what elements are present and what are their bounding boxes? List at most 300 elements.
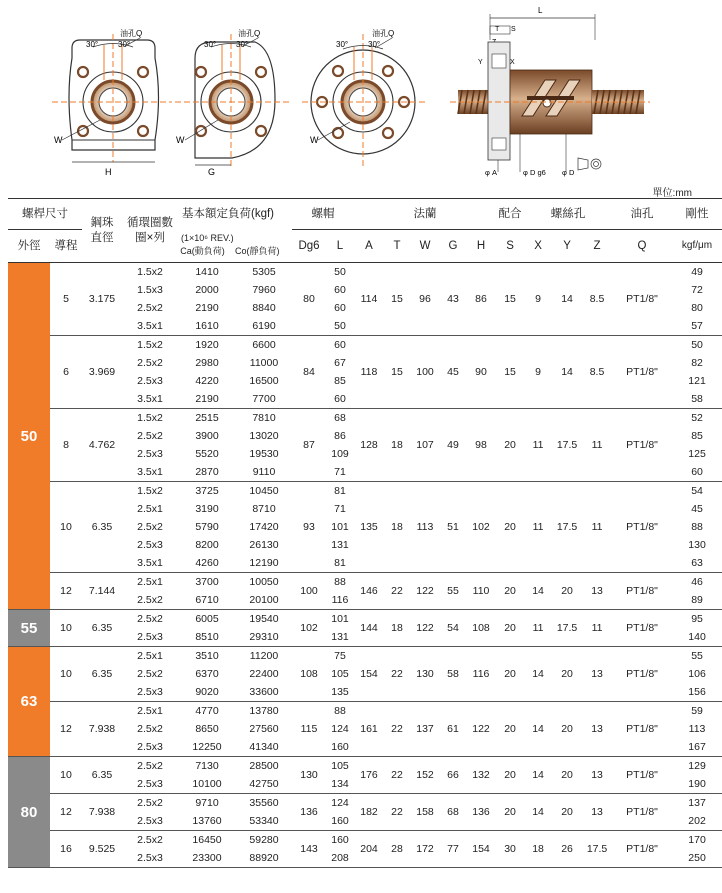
ball-dia-cell: 6.35 <box>82 482 122 573</box>
Z-cell: 8.5 <box>582 336 612 409</box>
X-cell: 14 <box>524 757 552 794</box>
ca-cell-value: 9710 <box>195 797 219 809</box>
circuits-cell-value: 2.5x2 <box>137 594 163 606</box>
rigidity-cell-value: 46 <box>691 576 703 588</box>
header-load: 基本額定負荷(kgf) <box>178 199 292 230</box>
circuits-cell-value: 2.5x3 <box>137 778 163 790</box>
lead-cell: 10 <box>50 647 82 702</box>
circuits-cell-value: 2.5x1 <box>137 576 163 588</box>
co-cell-value: 88920 <box>249 852 279 864</box>
side-view <box>450 6 650 177</box>
circuits-cell-value: 2.5x1 <box>137 705 163 717</box>
co-cell-value: 10450 <box>249 485 279 497</box>
length-cell-value: 75 <box>334 650 346 662</box>
length-cell <box>326 336 354 409</box>
ball-dia-cell: 9.525 <box>82 831 122 868</box>
oil-hole-cell: PT1/8" <box>612 482 672 573</box>
Y-cell: 17.5 <box>552 610 582 647</box>
ball-dia-cell: 6.35 <box>82 757 122 794</box>
rigidity-cell-value: 49 <box>691 266 703 278</box>
co-cell <box>236 409 292 482</box>
rigidity-cell-value: 156 <box>688 686 706 698</box>
co-cell-value: 13020 <box>249 430 279 442</box>
circuits-cell <box>122 794 178 831</box>
co-cell-value: 29310 <box>249 631 279 643</box>
rigidity-cell-value: 59 <box>691 705 703 717</box>
X-cell: 18 <box>524 831 552 868</box>
circuits-cell-value: 2.5x3 <box>137 741 163 753</box>
S-cell: 20 <box>496 573 524 610</box>
dg6-cell: 115 <box>292 702 326 757</box>
ca-cell <box>178 573 236 610</box>
S-cell: 20 <box>496 610 524 647</box>
ca-cell-value: 8650 <box>195 723 219 735</box>
length-cell <box>326 794 354 831</box>
H-cell: 110 <box>466 573 496 610</box>
Z-cell: 13 <box>582 794 612 831</box>
table-row <box>8 482 722 573</box>
S-cell: 20 <box>496 702 524 757</box>
co-cell-value: 33600 <box>249 686 279 698</box>
rigidity-cell-value: 58 <box>691 393 703 405</box>
length-cell <box>326 647 354 702</box>
oil-hole-cell: PT1/8" <box>612 336 672 409</box>
circuits-cell-value: 1.5x2 <box>137 412 163 424</box>
Z-cell: 11 <box>582 610 612 647</box>
rigidity-cell-value: 167 <box>688 741 706 753</box>
oil-hole-cell: PT1/8" <box>612 263 672 336</box>
T-cell: 15 <box>384 336 410 409</box>
circuits-cell-value: 1.5x2 <box>137 485 163 497</box>
table-row <box>8 409 722 482</box>
angle-label: 30° <box>336 40 349 49</box>
angle-label: 30° <box>368 40 381 49</box>
length-cell-value: 86 <box>334 430 346 442</box>
ca-cell-value: 2870 <box>195 466 219 478</box>
length-cell-value: 60 <box>334 393 346 405</box>
co-cell <box>236 336 292 409</box>
ca-cell-value: 6370 <box>195 668 219 680</box>
Z-cell: 13 <box>582 647 612 702</box>
co-cell-value: 5305 <box>252 266 276 278</box>
ca-cell-value: 6710 <box>195 594 219 606</box>
screw-od-cell: 55 <box>8 610 50 647</box>
ca-cell-value: 8510 <box>195 631 219 643</box>
header-rigidity: 剛性 <box>672 199 722 230</box>
Z-cell: 13 <box>582 702 612 757</box>
ca-cell <box>178 831 236 868</box>
S-cell: 15 <box>496 263 524 336</box>
X-cell: 14 <box>524 573 552 610</box>
length-cell-value: 208 <box>331 852 349 864</box>
length-cell-value: 135 <box>331 686 349 698</box>
length-cell-value: 50 <box>334 320 346 332</box>
co-cell-value: 10050 <box>249 576 279 588</box>
A-cell: 182 <box>354 794 384 831</box>
ca-cell-value: 1410 <box>195 266 219 278</box>
rigidity-cell-value: 130 <box>688 539 706 551</box>
T-cell: 18 <box>384 482 410 573</box>
A-cell: 154 <box>354 647 384 702</box>
Z-cell: 11 <box>582 409 612 482</box>
W-cell: 172 <box>410 831 440 868</box>
W-cell: 152 <box>410 757 440 794</box>
dg6-cell: 84 <box>292 336 326 409</box>
length-cell-value: 109 <box>331 448 349 460</box>
X-cell: 11 <box>524 482 552 573</box>
rigidity-cell-value: 63 <box>691 557 703 569</box>
ball-dia-cell: 6.35 <box>82 647 122 702</box>
co-cell-value: 6600 <box>252 339 276 351</box>
circuits-cell <box>122 757 178 794</box>
dg6-cell: 143 <box>292 831 326 868</box>
ca-cell-value: 7130 <box>195 760 219 772</box>
rigidity-cell-value: 72 <box>691 284 703 296</box>
dim-W-label: W <box>176 135 185 145</box>
Y-cell: 20 <box>552 757 582 794</box>
dg6-cell: 93 <box>292 482 326 573</box>
ca-cell <box>178 610 236 647</box>
header-X: X <box>524 230 552 263</box>
S-cell: 15 <box>496 336 524 409</box>
co-cell-value: 7960 <box>252 284 276 296</box>
table-row <box>8 610 722 647</box>
rigidity-cell-value: 190 <box>688 778 706 790</box>
length-cell-value: 160 <box>331 741 349 753</box>
dg6-cell: 108 <box>292 647 326 702</box>
co-cell-value: 41340 <box>249 741 279 753</box>
co-cell <box>236 794 292 831</box>
lead-cell: 8 <box>50 409 82 482</box>
ca-cell-value: 4220 <box>195 375 219 387</box>
oil-hole-cell: PT1/8" <box>612 702 672 757</box>
ca-cell-value: 2980 <box>195 357 219 369</box>
G-cell: 77 <box>440 831 466 868</box>
ball-dia-cell: 3.969 <box>82 336 122 409</box>
oil-hole-label: 油孔Q <box>372 29 395 38</box>
rigidity-cell-value: 129 <box>688 760 706 772</box>
Z-cell: 13 <box>582 573 612 610</box>
A-cell: 118 <box>354 336 384 409</box>
length-cell-value: 60 <box>334 339 346 351</box>
rigidity-cell-value: 80 <box>691 302 703 314</box>
G-cell: 66 <box>440 757 466 794</box>
unit-label: 單位:mm <box>652 188 692 199</box>
length-cell-value: 60 <box>334 302 346 314</box>
ca-cell <box>178 794 236 831</box>
length-cell-value: 88 <box>334 576 346 588</box>
length-cell <box>326 610 354 647</box>
header-l: L <box>326 230 354 263</box>
table-row <box>8 573 722 610</box>
dg6-cell: 136 <box>292 794 326 831</box>
length-cell <box>326 409 354 482</box>
H-cell: 154 <box>466 831 496 868</box>
length-cell-value: 105 <box>331 668 349 680</box>
rigidity-cell-value: 121 <box>688 375 706 387</box>
H-cell: 136 <box>466 794 496 831</box>
rigidity-cell-value: 54 <box>691 485 703 497</box>
Z-cell: 13 <box>582 757 612 794</box>
circuits-cell-value: 1.5x2 <box>137 266 163 278</box>
length-cell-value: 124 <box>331 797 349 809</box>
W-cell: 107 <box>410 409 440 482</box>
oil-hole-label: 油孔Q <box>120 29 143 38</box>
length-cell-value: 101 <box>331 521 349 533</box>
A-cell: 128 <box>354 409 384 482</box>
rigidity-cell <box>672 610 722 647</box>
A-cell: 146 <box>354 573 384 610</box>
W-cell: 100 <box>410 336 440 409</box>
A-cell: 176 <box>354 757 384 794</box>
circuits-cell-value: 2.5x1 <box>137 503 163 515</box>
G-cell: 54 <box>440 610 466 647</box>
dg6-cell: 102 <box>292 610 326 647</box>
rigidity-cell-value: 60 <box>691 466 703 478</box>
co-cell-value: 7810 <box>252 412 276 424</box>
Y-cell: 17.5 <box>552 482 582 573</box>
rigidity-cell-value: 89 <box>691 594 703 606</box>
W-cell: 96 <box>410 263 440 336</box>
rigidity-cell-value: 106 <box>688 668 706 680</box>
header-Y: Y <box>552 230 582 263</box>
table-row <box>8 336 722 409</box>
ca-cell-value: 2000 <box>195 284 219 296</box>
ca-cell-value: 9020 <box>195 686 219 698</box>
ball-dia-cell: 6.35 <box>82 610 122 647</box>
Y-cell: 17.5 <box>552 409 582 482</box>
circuits-cell <box>122 831 178 868</box>
lead-cell: 12 <box>50 702 82 757</box>
W-cell: 113 <box>410 482 440 573</box>
length-cell-value: 67 <box>334 357 346 369</box>
G-cell: 45 <box>440 336 466 409</box>
oil-hole-label: 油孔Q <box>238 29 261 38</box>
angle-label: 30° <box>118 40 131 49</box>
rigidity-cell-value: 170 <box>688 834 706 846</box>
circuits-cell-value: 2.5x3 <box>137 815 163 827</box>
H-cell: 108 <box>466 610 496 647</box>
dim-phiD-label: φ D <box>562 168 575 177</box>
angle-label: 30° <box>236 40 249 49</box>
rigidity-cell <box>672 831 722 868</box>
header-od: 外徑 <box>8 230 50 263</box>
circuits-cell <box>122 647 178 702</box>
dim-L-label: L <box>538 6 543 15</box>
header-H: H <box>466 230 496 263</box>
X-cell: 14 <box>524 702 552 757</box>
lead-cell: 6 <box>50 336 82 409</box>
circuits-cell <box>122 610 178 647</box>
X-cell: 14 <box>524 794 552 831</box>
header-A: A <box>354 230 384 263</box>
co-cell-value: 19530 <box>249 448 279 460</box>
length-cell <box>326 757 354 794</box>
ca-cell-value: 3700 <box>195 576 219 588</box>
header-W: W <box>410 230 440 263</box>
co-cell-value: 42750 <box>249 778 279 790</box>
H-cell: 86 <box>466 263 496 336</box>
lead-cell: 16 <box>50 831 82 868</box>
circuits-cell-value: 2.5x3 <box>137 375 163 387</box>
ca-cell-value: 16450 <box>192 834 222 846</box>
co-cell-value: 12190 <box>249 557 279 569</box>
Y-cell: 20 <box>552 702 582 757</box>
co-cell-value: 8840 <box>252 302 276 314</box>
oil-hole-cell: PT1/8" <box>612 409 672 482</box>
S-cell: 20 <box>496 409 524 482</box>
A-cell: 114 <box>354 263 384 336</box>
length-cell <box>326 831 354 868</box>
length-cell-value: 124 <box>331 723 349 735</box>
header-fit: 配合 <box>496 199 524 230</box>
co-cell <box>236 757 292 794</box>
length-cell-value: 131 <box>331 539 349 551</box>
W-cell: 130 <box>410 647 440 702</box>
W-cell: 158 <box>410 794 440 831</box>
rigidity-cell <box>672 757 722 794</box>
dim-phiDg6-label: φ D g6 <box>523 168 546 177</box>
header-ca: Ca(動負荷) <box>180 246 225 257</box>
ball-dia-cell: 7.938 <box>82 702 122 757</box>
circuits-cell-value: 2.5x3 <box>137 448 163 460</box>
A-cell: 204 <box>354 831 384 868</box>
length-cell-value: 68 <box>334 412 346 424</box>
X-cell: 14 <box>524 647 552 702</box>
T-cell: 22 <box>384 757 410 794</box>
circuits-cell-value: 2.5x3 <box>137 631 163 643</box>
co-cell-value: 28500 <box>249 760 279 772</box>
rigidity-cell-value: 125 <box>688 448 706 460</box>
G-cell: 61 <box>440 702 466 757</box>
header-circuits: 循環圈數圈×列 <box>122 199 178 263</box>
rigidity-cell <box>672 263 722 336</box>
lead-cell: 10 <box>50 757 82 794</box>
oil-hole-cell: PT1/8" <box>612 831 672 868</box>
lead-cell: 5 <box>50 263 82 336</box>
circuits-cell-value: 2.5x2 <box>137 357 163 369</box>
length-cell-value: 71 <box>334 466 346 478</box>
length-cell-value: 116 <box>331 594 349 606</box>
S-cell: 20 <box>496 647 524 702</box>
co-cell-value: 8710 <box>252 503 276 515</box>
dim-phiA-label: φ A <box>485 168 497 177</box>
circuits-cell-value: 2.5x3 <box>137 539 163 551</box>
length-cell <box>326 482 354 573</box>
circuits-cell-value: 2.5x2 <box>137 797 163 809</box>
W-cell: 122 <box>410 610 440 647</box>
A-cell: 144 <box>354 610 384 647</box>
Y-cell: 14 <box>552 263 582 336</box>
circuits-cell-value: 3.5x1 <box>137 466 163 478</box>
rigidity-cell-value: 55 <box>691 650 703 662</box>
rigidity-cell-value: 50 <box>691 339 703 351</box>
dim-W-label: W <box>54 135 63 145</box>
length-cell-value: 160 <box>331 834 349 846</box>
rigidity-cell-value: 140 <box>688 631 706 643</box>
co-cell-value: 11000 <box>249 357 279 369</box>
header-flange: 法蘭 <box>354 199 496 230</box>
circuits-cell-value: 2.5x2 <box>137 430 163 442</box>
header-lead: 導程 <box>50 230 82 263</box>
header-Q: Q <box>612 230 672 263</box>
co-cell-value: 26130 <box>249 539 279 551</box>
header-nut: 螺帽 <box>292 199 354 230</box>
ca-cell-value: 23300 <box>192 852 222 864</box>
dim-G-label: G <box>208 167 216 177</box>
length-cell <box>326 263 354 336</box>
table-row <box>8 263 722 336</box>
T-cell: 22 <box>384 573 410 610</box>
flange-view-2 <box>175 28 290 177</box>
co-cell <box>236 702 292 757</box>
length-cell-value: 60 <box>334 284 346 296</box>
circuits-cell-value: 2.5x2 <box>137 613 163 625</box>
T-cell: 22 <box>384 794 410 831</box>
dim-X-label: X <box>510 59 515 66</box>
T-cell: 15 <box>384 263 410 336</box>
angle-label: 30° <box>86 40 99 49</box>
ca-cell-value: 3510 <box>195 650 219 662</box>
X-cell: 9 <box>524 336 552 409</box>
spec-table <box>8 198 722 868</box>
oil-hole-cell: PT1/8" <box>612 647 672 702</box>
circuits-cell-value: 2.5x2 <box>137 760 163 772</box>
circuits-cell-value: 2.5x2 <box>137 834 163 846</box>
lead-cell: 12 <box>50 794 82 831</box>
header-Z: Z <box>582 230 612 263</box>
H-cell: 90 <box>466 336 496 409</box>
flange-view-1 <box>52 28 172 177</box>
ca-cell-value: 8200 <box>195 539 219 551</box>
ca-cell-value: 3190 <box>195 503 219 515</box>
circuits-cell <box>122 409 178 482</box>
ca-cell-value: 5790 <box>195 521 219 533</box>
T-cell: 28 <box>384 831 410 868</box>
screw-od-cell: 80 <box>8 757 50 868</box>
header-load-unit: (1×10⁶ REV.) <box>181 232 234 243</box>
T-cell: 18 <box>384 610 410 647</box>
co-cell-value: 19540 <box>249 613 279 625</box>
H-cell: 102 <box>466 482 496 573</box>
G-cell: 58 <box>440 647 466 702</box>
ca-cell <box>178 336 236 409</box>
length-cell-value: 81 <box>334 485 346 497</box>
rigidity-cell-value: 85 <box>691 430 703 442</box>
header-S: S <box>496 230 524 263</box>
rigidity-cell <box>672 647 722 702</box>
rigidity-cell-value: 250 <box>688 852 706 864</box>
circuits-cell <box>122 573 178 610</box>
ca-cell-value: 4770 <box>195 705 219 717</box>
circuits-cell-value: 2.5x3 <box>137 686 163 698</box>
G-cell: 49 <box>440 409 466 482</box>
dim-T-label: T <box>495 26 500 33</box>
header-co: Co(靜負荷) <box>235 246 280 257</box>
rigidity-cell <box>672 336 722 409</box>
co-cell <box>236 263 292 336</box>
dim-S-label: S <box>511 26 516 33</box>
header-oil: 油孔 <box>612 199 672 230</box>
circuits-cell-value: 3.5x1 <box>137 557 163 569</box>
Z-cell: 11 <box>582 482 612 573</box>
co-cell-value: 17420 <box>249 521 279 533</box>
length-cell <box>326 702 354 757</box>
co-cell-value: 53340 <box>249 815 279 827</box>
H-cell: 98 <box>466 409 496 482</box>
co-cell-value: 20100 <box>249 594 279 606</box>
ca-cell-value: 13760 <box>192 815 222 827</box>
